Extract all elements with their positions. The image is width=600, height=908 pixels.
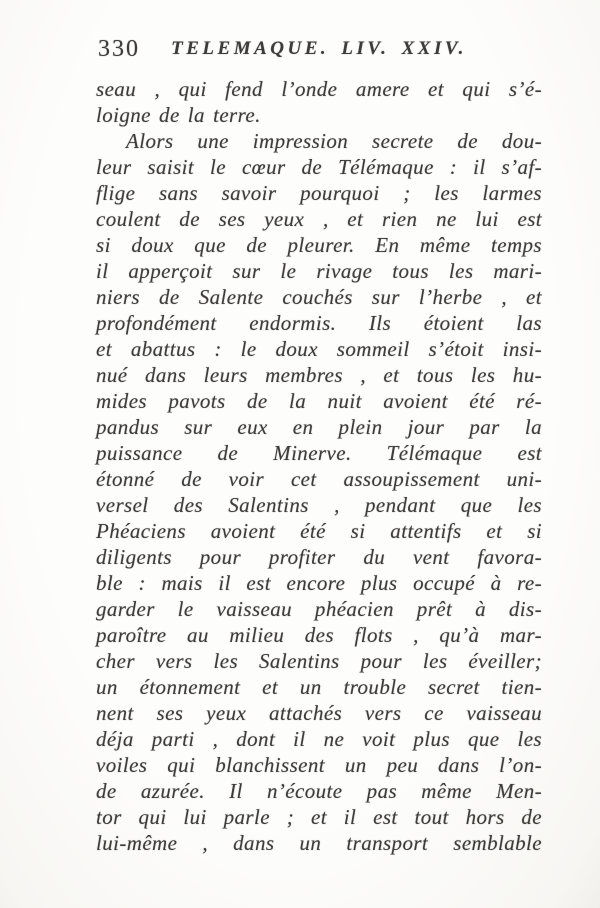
text-line: paroître au milieu des flots , qu’à mar-	[96, 623, 542, 647]
text-line: de azurée. Il n’écoute pas même Men-	[96, 779, 542, 803]
text-line: coulent de ses yeux , et rien ne lui est	[96, 207, 542, 231]
text-line: Phéaciens avoient été si attentifs et si	[96, 519, 542, 543]
text-line: si doux que de pleurer. En même temps	[96, 233, 542, 257]
text-line: diligents pour profiter du vent favora-	[96, 545, 542, 569]
text-line: étonné de voir cet assoupissement uni-	[96, 467, 542, 491]
text-line: voiles qui blanchissent un peu dans l’on-	[96, 753, 542, 777]
page-header	[96, 34, 542, 68]
text-line: il apperçoit sur le rivage tous les mari-	[96, 259, 542, 283]
text-line: pandus sur eux en plein jour par la	[96, 415, 542, 439]
text-line: mides pavots de la nuit avoient été ré-	[96, 389, 542, 413]
text-line: déja parti , dont il ne voit plus que les	[96, 727, 542, 751]
body-text	[96, 76, 542, 856]
text-line: seau , qui fend l’onde amere et qui s’é-	[96, 77, 542, 101]
text-line: tor qui lui parle ; et il est tout hors de	[96, 805, 542, 829]
text-line: lui-même , dans un transport semblable	[96, 831, 542, 855]
text-line: versel des Salentins , pendant que les	[96, 493, 542, 517]
text-line: niers de Salente couchés sur l’herbe , et	[96, 285, 542, 309]
text-line: et abattus : le doux sommeil s’étoit insi-	[96, 337, 542, 361]
text-line: un étonnement et un trouble secret tien-	[96, 675, 542, 699]
text-line: nent ses yeux attachés vers ce vaisseau	[96, 701, 542, 725]
text-line: ble : mais il est encore plus occupé à re-	[96, 571, 542, 595]
text-line: Alors une impression secrete de dou-	[126, 129, 542, 153]
text-line: profondément endormis. Ils étoient las	[96, 311, 542, 335]
text-line: flige sans savoir pourquoi ; les larmes	[96, 181, 542, 205]
text-line: puissance de Minerve. Télémaque est	[96, 441, 542, 465]
text-line: loigne de la terre.	[96, 103, 261, 127]
text-line: nué dans leurs membres , et tous les hu-	[96, 363, 542, 387]
page-number: 330	[98, 36, 140, 62]
text-line: leur saisit le cœur de Télémaque : il s’af-	[96, 155, 542, 179]
text-line: cher vers les Salentins pour les éveiller;	[96, 649, 542, 673]
text-line: garder le vaisseau phéacien prêt à dis-	[96, 597, 542, 621]
running-title: TELEMAQUE. LIV. XXIV.	[171, 38, 467, 59]
